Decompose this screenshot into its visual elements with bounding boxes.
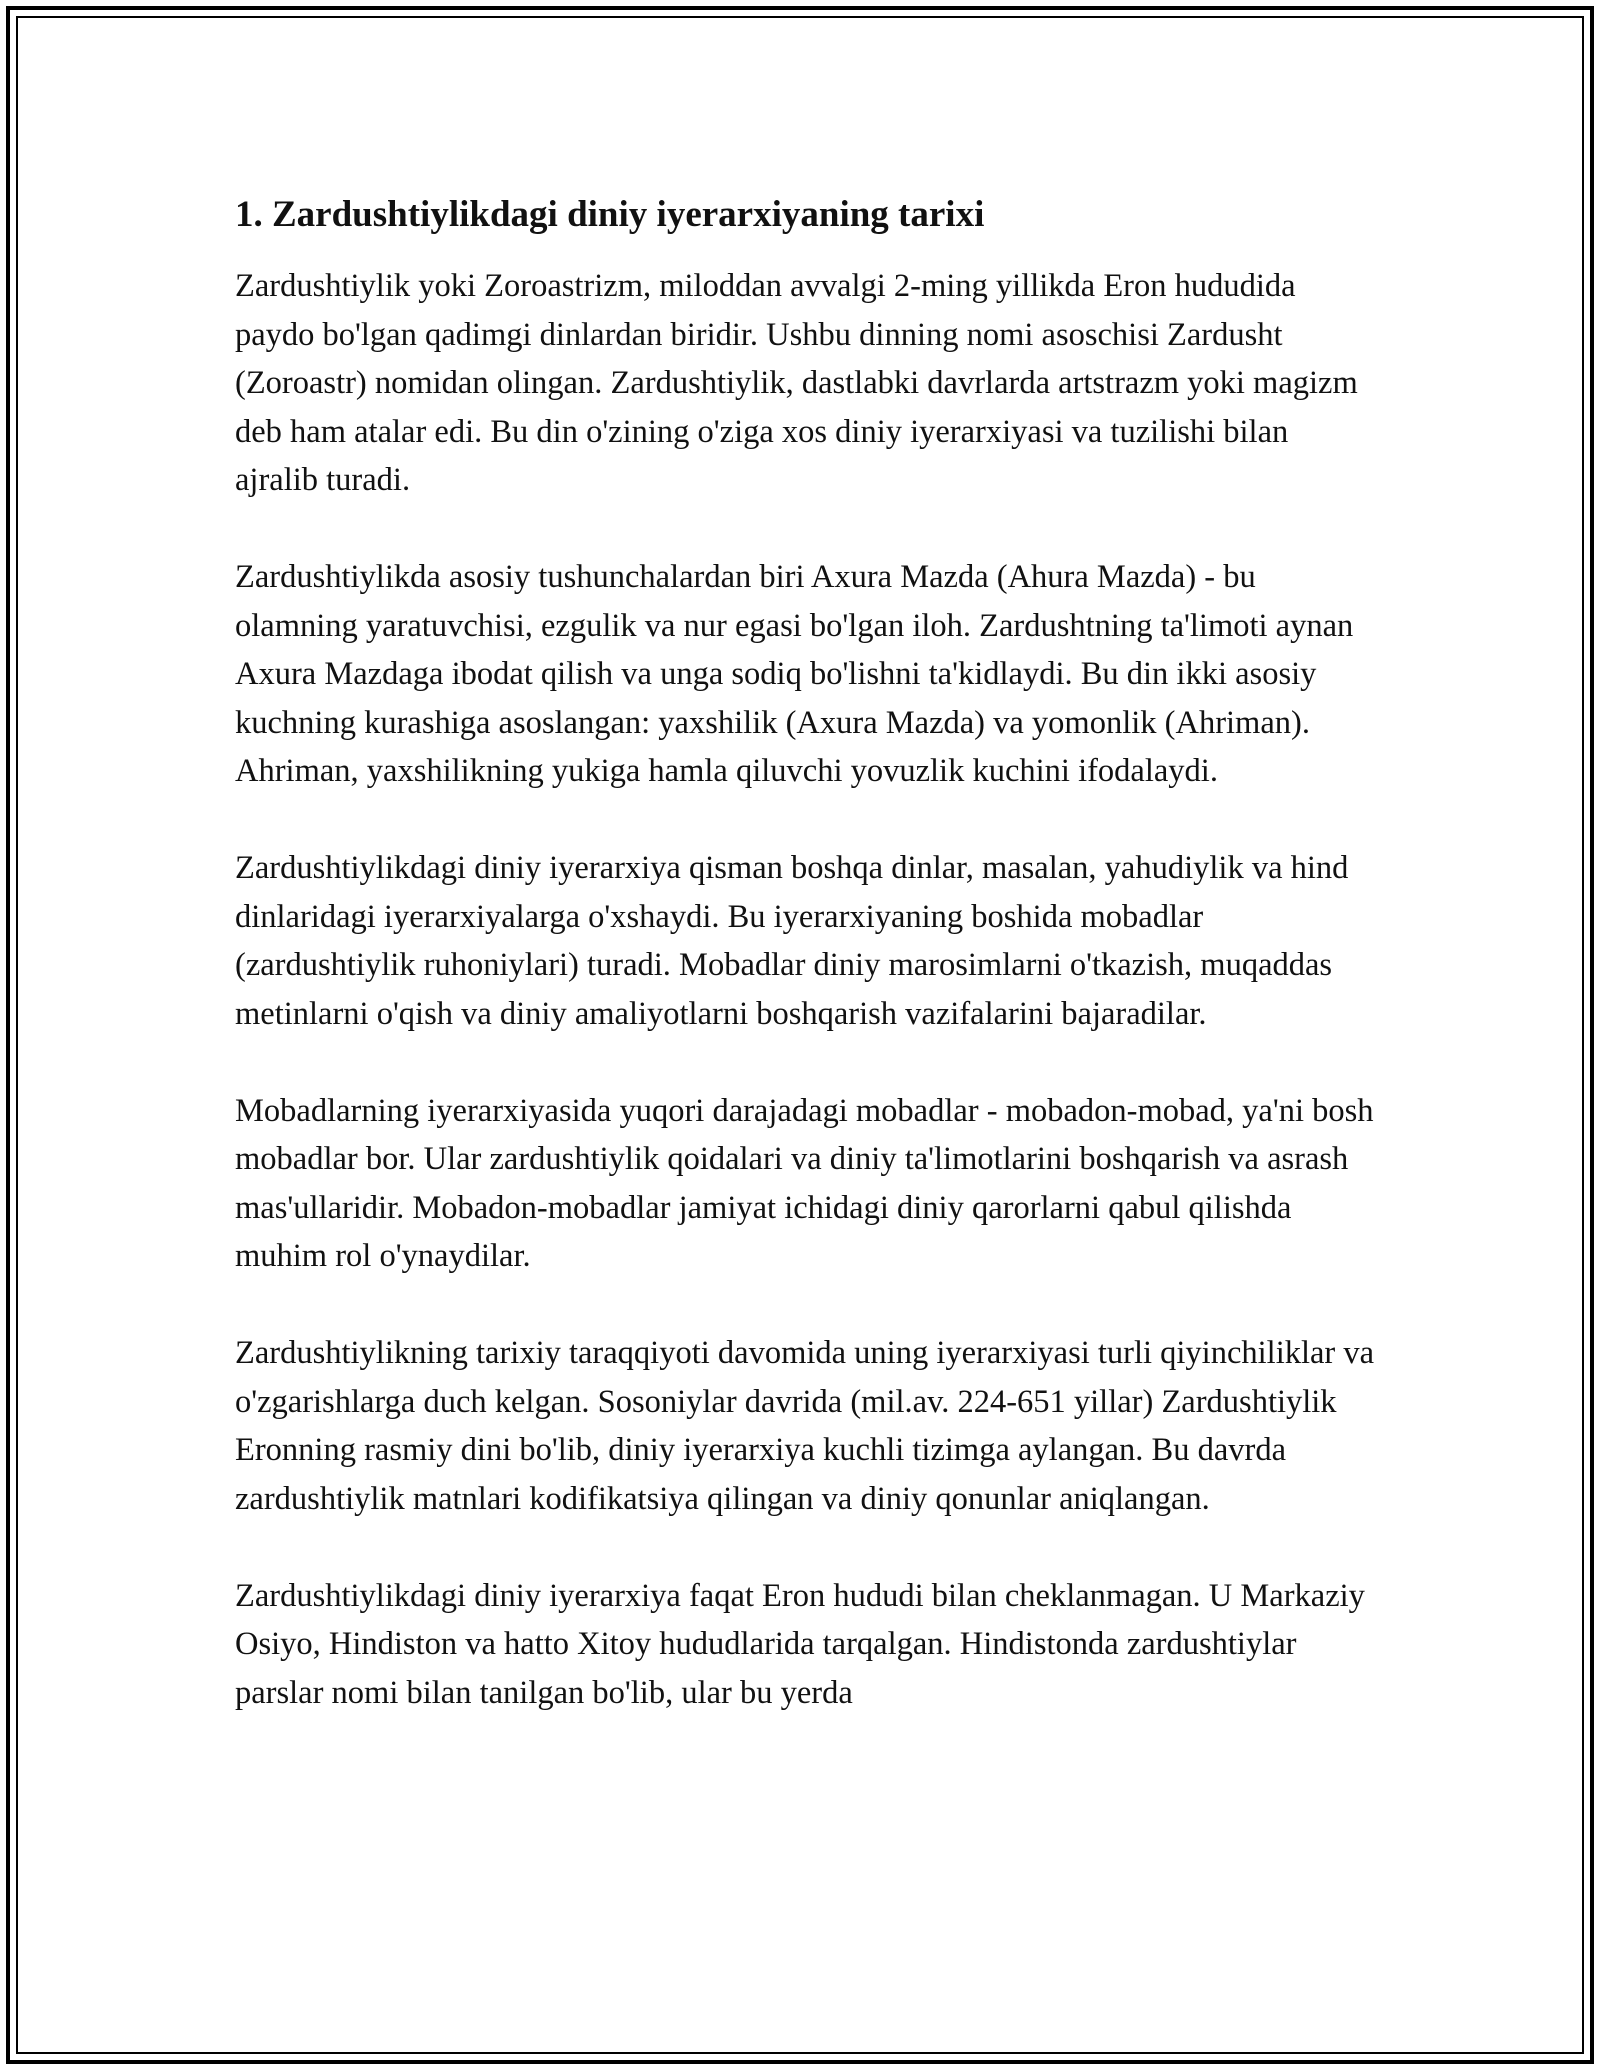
paragraph-5: Zardushtiylikning tarixiy taraqqiyoti davomida uning iyerarxiyasi turli qiyinchiliklar va o'zgarishlarga duch kelgan. Sosoniylar davrida (mil.av. 224-651 yillar) Zardushtiylik Eronning rasmiy dini bo'lib, diniy iyerarxiya kuchli tizimga aylangan. Bu davrda zardushtiylik matnlari kodifikatsiya qilingan va diniy qonunlar aniqlangan. <box>235 1335 1375 1517</box>
paragraph-3: Zardushtiylikdagi diniy iyerarxiya qisman boshqa dinlar, masalan, yahudiylik va hind dinlaridagi iyerarxiyalarga o'xshaydi. Bu iyerarxiyaning boshida mobadlar (zardushtiylik ruhoniylari) turadi. Mobadlar diniy marosimlarni o'tkazish, muqaddas metinlarni o'qish va diniy amaliyotlarni boshqarish vazifalarini bajaradilar. <box>235 850 1349 1032</box>
paragraph-1: Zardushtiylik yoki Zoroastrizm, miloddan avvalgi 2-ming yillikda Eron hududida paydo bo'lgan qadimgi dinlardan biridir. Ushbu dinning nomi asoschisi Zardusht (Zoroastr) nomidan olingan. Zardushtiylik, dastlabki davrlarda artstrazm yoki magizm deb ham atalar edi. Bu din o'zining o'ziga xos diniy iyerarxiyasi va tuzilishi bilan ajralib turadi. <box>235 268 1358 498</box>
section-heading: 1. Zardushtiylikdagi diniy iyerarxiyaning tarixi <box>235 194 985 235</box>
paragraph-6: Zardushtiylikdagi diniy iyerarxiya faqat Eron hududi bilan cheklanmagan. U Markaziy Osiyo, Hindiston va hatto Xitoy hududlarida tarqalgan. Hindistonda zardushtiylar parslar nomi bilan tanilgan bo'lib, ular bu yerda <box>235 1577 1365 1711</box>
paragraph-4: Mobadlarning iyerarxiyasida yuqori darajadagi mobadlar - mobadon-mobad, ya'ni bosh mobadlar bor. Ular zardushtiylik qoidalari va diniy ta'limotlarini boshqarish va asrash mas'ullaridir. Mobadon-mobadlar jamiyat ichidagi diniy qarorlarni qabul qilishda muhim rol o'ynaydilar. <box>235 1092 1374 1274</box>
document-body <box>235 190 1375 1766</box>
paragraph-2: Zardushtiylikda asosiy tushunchalardan biri Axura Mazda (Ahura Mazda) - bu olamning yaratuvchisi, ezgulik va nur egasi bo'lgan iloh. Zardushtning ta'limoti aynan Axura Mazdaga ibodat qilish va unga sodiq bo'lishni ta'kidlaydi. Bu din ikki asosiy kuchning kurashiga asoslangan: yaxshilik (Axura Mazda) va yomonlik (Ahriman). Ahriman, yaxshilikning yukiga hamla qiluvchi yovuzlik kuchini ifodalaydi. <box>235 559 1354 789</box>
